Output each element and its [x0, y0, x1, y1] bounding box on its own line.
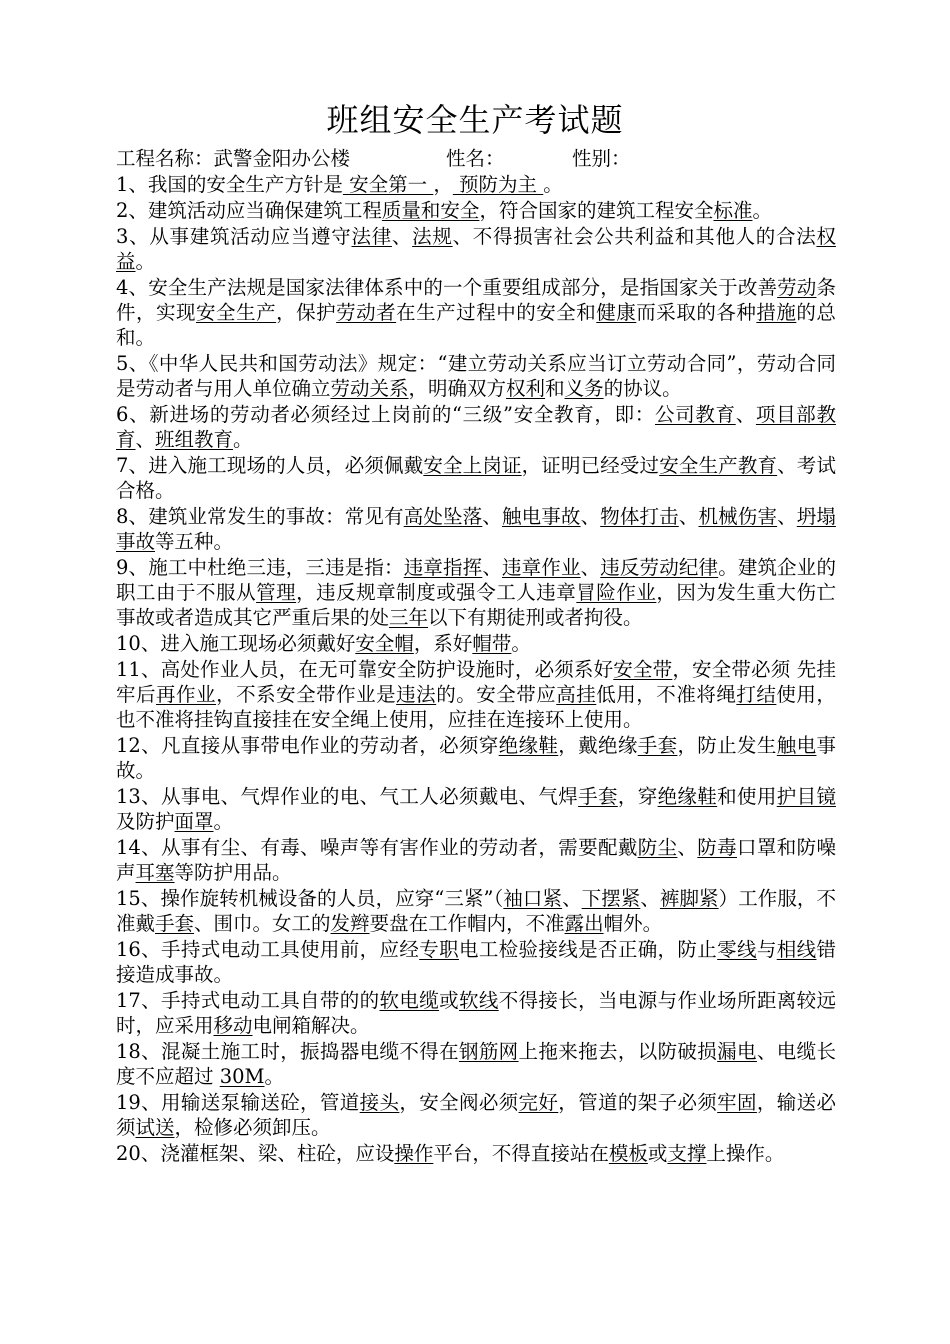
- question-text: 的总和。: [116, 301, 836, 349]
- answer-blank: 违法: [396, 683, 437, 706]
- answer-blank: 标准: [713, 199, 753, 222]
- answer-blank: 护目镜: [776, 785, 836, 808]
- question-text: 14、从事有尘、有毒、噪声等有害作业的劳动者，需要配戴: [116, 836, 638, 859]
- answer-blank: 耳塞: [135, 861, 175, 884]
- question-text: 电闸箱解决。: [252, 1014, 370, 1037]
- question-text: 1、我国的安全生产方针是: [116, 173, 343, 196]
- answer-blank: 安全上岗证: [423, 454, 522, 477]
- answer-blank: 措施: [756, 301, 797, 324]
- question-text: 、不得损害社会公共利益和其他人的合法: [452, 225, 817, 248]
- question-text: 口罩和防噪声: [116, 836, 836, 884]
- question-text: 、: [777, 505, 797, 528]
- question-item: [116, 657, 836, 732]
- question-item: [116, 172, 836, 197]
- question-text: ，明确双方: [408, 377, 507, 400]
- question-text: 12、凡直接从事带电作业的劳动者，必须穿: [116, 734, 499, 757]
- question-text: 和: [545, 377, 565, 400]
- answer-blank: 管理: [256, 581, 297, 604]
- answer-blank: 手套: [155, 912, 195, 935]
- answer-blank: 接头: [359, 1091, 400, 1114]
- header-info-line: [116, 146, 836, 171]
- question-text: ，因为发生重大伤亡事故或者造成其它严重后果的处: [116, 581, 836, 629]
- answer-blank: 手套: [637, 734, 678, 757]
- answer-blank: 劳动: [777, 276, 817, 299]
- question-text: 20、浇灌框架、梁、柱砼，应设: [116, 1142, 395, 1165]
- question-text: 而采取的各种: [636, 301, 757, 324]
- question-text: 平台，不得直接站在: [433, 1142, 609, 1165]
- question-text: ，输送必须: [116, 1091, 836, 1139]
- question-list: [116, 172, 836, 1166]
- question-text: 16、手持式电动工具使用前，应经: [116, 938, 420, 961]
- question-text: 3、从事建筑活动应当遵守: [116, 225, 352, 248]
- question-text: ，证明已经受过: [521, 454, 660, 477]
- question-text: 使用，也不准将挂钩直接挂在安全绳上使用，应挂在连接环上使用。: [116, 683, 836, 731]
- gender-field-label: 性别：: [572, 147, 631, 170]
- answer-blank: 相线: [776, 938, 817, 961]
- question-text: 、考试合格。: [116, 454, 836, 502]
- question-text: 。: [135, 250, 156, 273]
- question-item: [116, 835, 836, 885]
- question-text: 、: [677, 836, 698, 859]
- exam-content: [116, 146, 836, 1166]
- question-item: [116, 1141, 836, 1166]
- question-text: 、围巾。女工的: [194, 912, 331, 935]
- question-item: [116, 886, 836, 936]
- answer-blank: 钢筋网: [458, 1040, 519, 1063]
- answer-blank: 违章指挥: [403, 556, 483, 579]
- question-text: ，安全带必须 先挂牢后: [116, 658, 836, 706]
- answer-blank: 法律: [351, 225, 392, 248]
- question-text: 低用，不准将绳: [596, 683, 737, 706]
- answer-blank: 冒险作业: [576, 581, 657, 604]
- answer-blank: 机械伤害: [698, 505, 778, 528]
- answer-blank: 权利: [506, 377, 546, 400]
- answer-blank: 法规: [412, 225, 453, 248]
- question-text: ，防止发生: [677, 734, 777, 757]
- question-text: 18、混凝土施工时，振捣器电缆不得在: [116, 1040, 459, 1063]
- question-text: 。建筑企业的职工由于不服从: [116, 556, 836, 604]
- question-text: 4、安全生产法规是国家法律体系中的一个重要组成部分，是指国家关于改善: [116, 276, 778, 299]
- question-text: 5、《中华人民共和国劳动法》规定：“建立劳动关系应当订立劳动合同”，劳动合同是劳动者与用人单位确立: [116, 352, 836, 400]
- answer-blank: 违反劳动纪律: [600, 556, 719, 579]
- question-item: [116, 1090, 836, 1140]
- question-text: 帽外。: [603, 912, 663, 935]
- question-text: 以下有期徒刑或者拘役。: [428, 606, 643, 629]
- answer-blank: 绝缘鞋: [657, 785, 718, 808]
- question-text: 。: [213, 810, 234, 833]
- answer-blank: 专职: [419, 938, 459, 961]
- answer-blank: 安全第一: [342, 173, 434, 196]
- question-text: 15、操作旋转机械设备的人员，应穿“三紧”（: [116, 887, 504, 910]
- answer-blank: 触电: [776, 734, 817, 757]
- answer-blank: 物体打击: [600, 505, 679, 528]
- question-item: [116, 275, 836, 350]
- answer-blank: 操作: [394, 1142, 434, 1165]
- answer-blank: 预防为主: [452, 173, 544, 196]
- question-item: [116, 555, 836, 630]
- answer-blank: 班组教育: [155, 428, 234, 451]
- answer-blank: 三年: [389, 606, 429, 629]
- question-text: 。: [511, 632, 531, 655]
- question-text: ，不系安全带作业是: [216, 683, 397, 706]
- question-text: ，检修必须卸压。: [174, 1116, 331, 1139]
- answer-blank: 健康: [596, 301, 637, 324]
- answer-blank: 绝缘鞋: [498, 734, 559, 757]
- answer-blank: 露出: [564, 912, 604, 935]
- question-item: [116, 631, 836, 656]
- answer-blank: 零线: [717, 938, 757, 961]
- answer-blank: 袖口紧: [503, 887, 563, 910]
- question-text: 、: [482, 556, 502, 579]
- question-text: 17、手持式电动工具自带的的: [116, 989, 380, 1012]
- question-text: 、: [482, 505, 502, 528]
- question-text: 、电缆长度不应超过: [116, 1040, 836, 1088]
- question-text: 7、进入施工现场的人员，必须佩戴: [116, 454, 424, 477]
- question-text: 、: [678, 505, 699, 528]
- question-text: 2、建筑活动应当确保建筑工程: [116, 199, 382, 222]
- question-text: 、: [735, 403, 756, 426]
- answer-blank: 劳动者: [336, 301, 397, 324]
- question-text: ）工作服，不准戴: [116, 887, 836, 935]
- question-text: 错接造成事故。: [116, 938, 836, 986]
- question-text: 8、建筑业常发生的事故：常见有: [116, 505, 404, 528]
- question-text: ，管道的架子必须: [558, 1091, 718, 1114]
- answer-blank: 试送: [135, 1116, 175, 1139]
- answer-blank: 牢固: [717, 1091, 757, 1114]
- question-text: 条件，实现: [116, 276, 836, 324]
- question-text: 的。安全带应: [436, 683, 557, 706]
- question-item: [116, 453, 836, 503]
- answer-blank: 完好: [518, 1091, 559, 1114]
- question-text: 及防护: [116, 810, 175, 833]
- question-text: ，安全阀必须: [399, 1091, 519, 1114]
- answer-blank: 模板: [608, 1142, 648, 1165]
- question-text: 和使用: [717, 785, 777, 808]
- answer-blank: 劳动关系: [330, 377, 409, 400]
- question-text: 。: [752, 199, 772, 222]
- question-item: [116, 224, 836, 274]
- answer-blank: 质量和安全: [381, 199, 480, 222]
- question-text: 13、从事电、气焊作业的电、气工人必须戴电、气焊: [116, 785, 579, 808]
- question-text: 或: [439, 989, 459, 1012]
- question-item: [116, 402, 836, 452]
- project-name: 工程名称：武警金阳办公楼: [116, 147, 351, 170]
- answer-blank: 再作业: [156, 683, 217, 706]
- question-text: 10、进入施工现场必须戴好: [116, 632, 356, 655]
- question-text: ，违反规章制度或强令工人违章: [296, 581, 577, 604]
- question-text: ，穿: [617, 785, 658, 808]
- question-text: 9、施工中杜绝三违，三违是指：: [116, 556, 404, 579]
- question-text: 。: [264, 1065, 284, 1088]
- question-text: ，符合国家的建筑工程安全: [479, 199, 714, 222]
- answer-blank: 公司教育: [654, 403, 736, 426]
- answer-blank: 高挂: [556, 683, 597, 706]
- answer-blank: 安全帽: [355, 632, 414, 655]
- page-title: 班组安全生产考试题: [326, 101, 624, 139]
- question-text: 要盘在工作帽内，不准: [369, 912, 565, 935]
- question-text: 不得接长，当电源与作业场所距离较远时，应采用: [116, 989, 836, 1037]
- question-text: 6、新进场的劳动者必须经过上岗前的“三级”安全教育，即：: [116, 403, 655, 426]
- answer-blank: 坍塌事故: [116, 505, 836, 553]
- answer-blank: 支撑: [667, 1142, 707, 1165]
- answer-blank: 帽带: [472, 632, 512, 655]
- question-text: 上操作。: [706, 1142, 785, 1165]
- question-text: 事故。: [116, 734, 836, 782]
- question-text: 与: [756, 938, 777, 961]
- answer-blank: 软线: [458, 989, 499, 1012]
- question-text: 、: [562, 887, 582, 910]
- answer-blank: 触电事故: [501, 505, 581, 528]
- question-item: [116, 937, 836, 987]
- question-text: 、: [580, 505, 601, 528]
- question-text: 上拖来拖去，以防破损: [518, 1040, 718, 1063]
- question-item: [116, 351, 836, 401]
- question-item: [116, 988, 836, 1038]
- name-field-label: 性名：: [446, 147, 505, 170]
- question-text: 电工检验接线是否正确，防止: [458, 938, 718, 961]
- answer-blank: 安全生产教育: [659, 454, 778, 477]
- question-text: 19、用输送泵输送砼，管道: [116, 1091, 360, 1114]
- question-text: 、: [135, 428, 156, 451]
- answer-blank: 打结: [736, 683, 777, 706]
- answer-blank: 义务: [564, 377, 604, 400]
- answer-blank: 手套: [578, 785, 618, 808]
- answer-blank: 30M: [219, 1065, 265, 1088]
- question-text: 。: [543, 173, 563, 196]
- question-item: [116, 504, 836, 554]
- question-text: 等防护用品。: [174, 861, 292, 884]
- question-item: [116, 1039, 836, 1089]
- question-text: 在生产过程中的安全和: [396, 301, 597, 324]
- question-text: 、: [640, 887, 660, 910]
- question-text: ，: [433, 173, 453, 196]
- question-item: [116, 784, 836, 834]
- question-text: 或: [647, 1142, 668, 1165]
- answer-blank: 发辫: [330, 912, 370, 935]
- answer-blank: 面罩: [174, 810, 214, 833]
- question-text: 、: [391, 225, 413, 248]
- question-text: ，保护: [276, 301, 337, 324]
- question-text: ，戴绝缘: [558, 734, 638, 757]
- answer-blank: 移动: [213, 1014, 253, 1037]
- answer-blank: 安全带: [613, 658, 673, 681]
- question-text: ，系好: [413, 632, 473, 655]
- question-text: 、: [580, 556, 601, 579]
- answer-blank: 漏电: [717, 1040, 757, 1063]
- question-text: 的协议。: [603, 377, 682, 400]
- answer-blank: 裤脚紧: [659, 887, 719, 910]
- question-item: [116, 733, 836, 783]
- answer-blank: 高处坠落: [403, 505, 483, 528]
- answer-blank: 防毒: [697, 836, 738, 859]
- question-item: [116, 198, 836, 223]
- answer-blank: 权益: [116, 225, 836, 273]
- answer-blank: 防尘: [637, 836, 678, 859]
- answer-blank: 项目部教育: [116, 403, 836, 451]
- question-text: 。: [233, 428, 253, 451]
- answer-blank: 下摆紧: [581, 887, 641, 910]
- question-text: 11、高处作业人员，在无可靠安全防护设施时，必须系好: [116, 658, 614, 681]
- answer-blank: 软电缆: [379, 989, 440, 1012]
- answer-blank: 安全生产: [196, 301, 277, 324]
- question-text: 等五种。: [155, 530, 234, 553]
- answer-blank: 违章作业: [501, 556, 581, 579]
